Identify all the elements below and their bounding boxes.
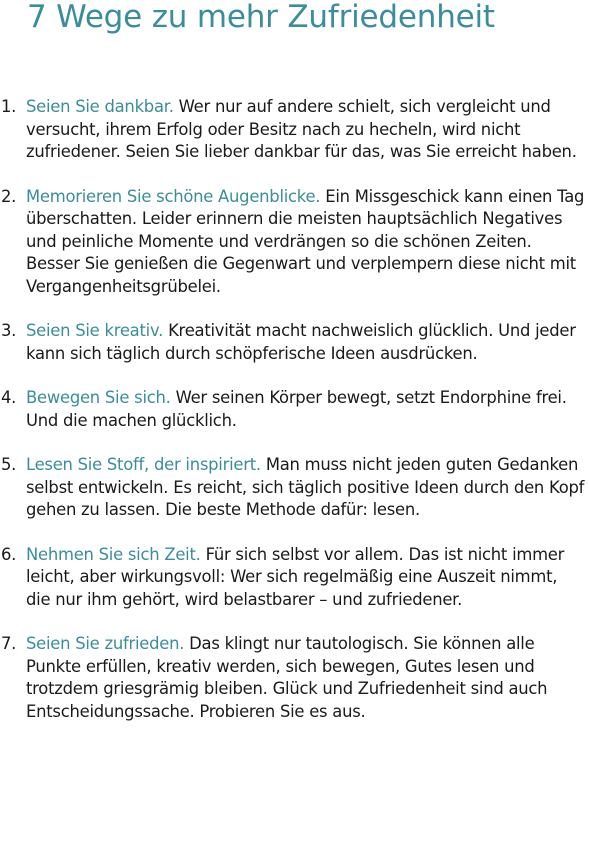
tip-text: Für sich selbst vor allem. Das ist nicht immer leicht, aber wirkungsvoll: Wer sich regelmäßig eine Auszeit nimmt, die nur ihm gehört, wird belastbarer – und zufriedener. — [26, 544, 565, 609]
list-item — [0, 454, 589, 522]
tip-heading: Lesen Sie Stoff, der inspiriert. — [26, 455, 266, 474]
tip-number: 5. — [1, 455, 17, 474]
tip-number: 6. — [1, 544, 17, 564]
list-item — [0, 387, 589, 432]
list-item — [0, 320, 589, 365]
list-item — [0, 186, 589, 299]
tip-heading: Seien Sie dankbar. — [26, 97, 179, 116]
tip-heading: Seien Sie zufrieden. — [26, 634, 190, 653]
tip-heading: Nehmen Sie sich Zeit. — [26, 544, 206, 564]
tip-text: Wer seinen Körper bewegt, setzt Endorphine frei. Und die machen glücklich. — [26, 388, 567, 430]
tip-heading: Seien Sie kreativ. — [26, 321, 169, 340]
tip-text: Das klingt nur tautologisch. Sie können alle Punkte erfüllen, kreativ werden, sich bewegen, Gutes lesen und trotzdem griesgrämig bleiben. Glück und Zufriedenheit sind auch Entscheidungssache. Probieren Sie es aus. — [26, 634, 548, 721]
tips-list — [0, 96, 589, 745]
tip-heading: Bewegen Sie sich. — [26, 388, 176, 407]
tip-heading: Memorieren Sie schöne Augenblicke. — [26, 186, 326, 206]
list-item — [0, 633, 589, 723]
tip-number: 1. — [1, 97, 17, 116]
tip-text: Kreativität macht nachweislich glücklich. Und jeder kann sich täglich durch schöpferische Ideen ausdrücken. — [26, 321, 576, 363]
list-item — [0, 96, 589, 164]
tip-number: 4. — [1, 388, 17, 407]
tip-text: Ein Missgeschick kann einen Tag überschatten. Leider erinnern die meisten hauptsächlich Negatives und peinliche Momente und verdrängen so die schönen Zeiten. Besser Sie genießen die Gegenwart und verplempern diese nicht mit Vergangenheitsgrübelei. — [26, 186, 585, 296]
tip-number: 3. — [1, 321, 17, 340]
tip-number: 7. — [1, 634, 17, 653]
tip-text: Wer nur auf andere schielt, sich vergleicht und versucht, ihrem Erfolg oder Besitz nach zu hecheln, wird nicht zufriedener. Seien Sie lieber dankbar für das, was Sie erreicht haben. — [26, 97, 577, 161]
tip-text: Man muss nicht jeden guten Gedanken selbst entwickeln. Es reicht, sich täglich positive Ideen durch den Kopf gehen zu lassen. Die beste Methode dafür: lesen. — [26, 455, 585, 519]
page-title: 7 Wege zu mehr Zufriedenheit — [27, 0, 495, 35]
list-item — [0, 544, 589, 612]
tip-number: 2. — [1, 186, 17, 206]
